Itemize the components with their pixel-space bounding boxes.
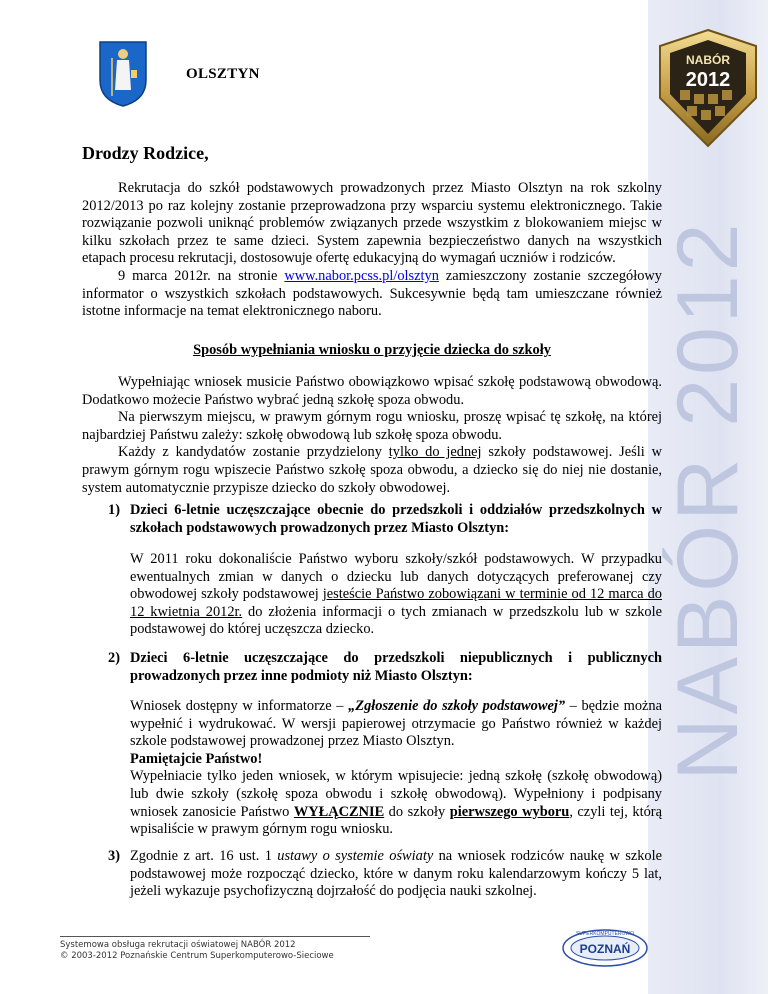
section-p3-underlined: tylko do jednej bbox=[388, 444, 482, 461]
badge-year-text: 2012 bbox=[685, 69, 731, 91]
item-3-text bbox=[130, 848, 662, 901]
poznan-logo bbox=[560, 924, 650, 970]
item-1-title: Dzieci 6-letnie uczęszczające obecnie do przedszkoli i oddziałów przedszkolnych w szkołach podstawowych prowadzonych przez Miasto Olsztyn: bbox=[130, 502, 662, 536]
item-2-paragraph-2 bbox=[130, 768, 662, 838]
item-1-text-b: do złożenia informacji o tych zmianach w przedszkolu lub w szkole podstawowej do której uczęszcza dziecko. bbox=[130, 603, 662, 638]
item-2-text-b: – będzie można wypełnić i wydrukować. W wersji papierowej otrzymacie go Państwo również w każdej szkole podstawowej prowadzonej przez Miasto Olsztyn. bbox=[130, 698, 662, 750]
item-3-act-name: ustawy o systemie oświaty bbox=[277, 848, 434, 864]
item-2-form-name: „Zgłoszenie do szkoły podstawowej” bbox=[348, 698, 566, 714]
item-2-title: Dzieci 6-letnie uczęszczające do przedszkoli niepublicznych i publicznych prowadzonych przez inne podmioty niż Miasto Olsztyn: bbox=[130, 650, 662, 684]
item-1-paragraph bbox=[130, 551, 662, 639]
item-3-text-a: Zgodnie z art. 16 ust. 1 bbox=[130, 848, 278, 864]
item-2-heading bbox=[108, 650, 662, 685]
section-paragraph-3 bbox=[82, 444, 662, 497]
badge-top-text: NABÓR bbox=[686, 53, 730, 67]
item-1-heading bbox=[108, 502, 662, 537]
section-paragraph-2: Na pierwszym miejscu, w prawym górnym rogu wniosku, proszę wpisać tę szkołę, na której najbardziej Państwu zależy: szkołę obwodową lub szkołę spoza obwodu. bbox=[82, 409, 662, 443]
intro-p2-before: 9 marca 2012r. na stronie bbox=[118, 267, 285, 284]
intro-paragraph-2 bbox=[82, 268, 662, 321]
item-2-text-a: Wniosek dostępny w informatorze – bbox=[130, 698, 349, 714]
item-2-exclusively: WYŁĄCZNIE bbox=[293, 803, 385, 820]
item-3-text-b: na wniosek rodziców naukę w szkole podstawowej może rozpocząć dziecko, które w danym roku kalendarzowym kończy 5 lat, jeżeli wykazuje psychofizyczną dojrzałość do podjęcia nauki szkolnej. bbox=[130, 848, 663, 900]
item-2-first-choice: pierwszego wyboru bbox=[449, 803, 570, 820]
item-2-number: 2) bbox=[108, 650, 120, 666]
nabor-2012-badge-logo bbox=[652, 26, 764, 150]
item-2-text-c: Wypełniacie tylko jeden wniosek, w którym wpisujecie: jedną szkołę (szkołę obwodową) lub dwie szkoły (szkołę spoza obwodu i szkołę obwodową). Wypełniony i podpisany wniosek zanosicie Państwo bbox=[130, 768, 662, 820]
logo-main-text: POZNAŃ bbox=[579, 942, 631, 956]
section-title: Sposób wypełniania wniosku o przyjęcie dziecka do szkoły bbox=[193, 342, 551, 358]
intro-paragraph-1: Rekrutacja do szkół podstawowych prowadzonych przez Miasto Olsztyn na rok szkolny 2012/2013 po raz kolejny zostanie przeprowadzona przy wsparciu systemu elektronicznego. Takie rozwiązanie pozwoli uniknąć problemów związanych przede wszystkim z blokowaniem miejsc w kilku szkołach przez te same dzieci. System zapewnia bezpieczeństwo danych na wszystkich etapach procesu rekrutacji, dostosowuje ofertę edukacyjną do wymagań uczniów i rodziców. bbox=[82, 180, 662, 267]
vertical-banner-text: NABÓR 2012 bbox=[660, 219, 756, 781]
item-3-number: 3) bbox=[108, 848, 120, 864]
footer-line-1: Systemowa obsługa rekrutacji oświatowej NABÓR 2012 bbox=[60, 940, 296, 950]
logo-top-text: SUPERKOMPUTEROWO bbox=[575, 931, 635, 937]
vertical-banner bbox=[648, 219, 768, 781]
item-1-underlined: jesteście Państwo zobowiązani w terminie od 12 marca do 12 kwietnia 2012r. bbox=[130, 586, 662, 620]
item-2-remember: Pamiętajcie Państwo! bbox=[130, 750, 263, 767]
item-2-body bbox=[130, 698, 662, 839]
section-text bbox=[82, 374, 662, 497]
section-paragraph-1: Wypełniając wniosek musicie Państwo obowiązkowo wpisać szkołę podstawową obwodową. Dodatkowo możecie Państwo wybrać jedną szkołę spoza obwodu. bbox=[82, 374, 662, 408]
footer bbox=[60, 940, 334, 962]
greeting-heading: Drodzy Rodzice, bbox=[82, 143, 209, 163]
footer-line-2: © 2003-2012 Poznańskie Centrum Superkomputerowo-Sieciowe bbox=[60, 951, 334, 961]
intro-text bbox=[82, 180, 662, 321]
item-3 bbox=[108, 848, 662, 901]
intro-p2-after: zamieszczony zostanie szczegółowy informator o wszystkich szkołach podstawowych. Sukcesywnie będą tam umieszczane również istotne informacje na temat elektronicznego naboru. bbox=[82, 267, 662, 320]
olsztyn-coat-of-arms-icon bbox=[98, 40, 148, 108]
section-p3-before: Każdy z kandydatów zostanie przydzielony bbox=[118, 444, 389, 461]
section-p3-after: szkoły podstawowej. Jeśli w prawym górnym rogu wpiszecie Państwo szkołę spoza obwodu, a dziecko się do niej nie dostanie, system automatycznie przypisze dziecko do szkoły obwodowej. bbox=[82, 444, 662, 496]
item-1-number: 1) bbox=[108, 502, 120, 518]
item-1-body bbox=[130, 551, 662, 639]
city-heading: OLSZTYN bbox=[186, 66, 260, 82]
item-2-text-d: do szkoły bbox=[384, 803, 450, 820]
item-2-paragraph-1 bbox=[130, 698, 662, 751]
item-2-text-e: , czyli tej, którą wpisaliście w prawym górnym rogu wniosku. bbox=[130, 803, 662, 838]
footer-divider bbox=[60, 936, 370, 937]
item-1-text-a: W 2011 roku dokonaliście Państwo wyboru szkoły/szkół podstawowych. W przypadku ewentualnych zmian w danych o dziecku lub danych dotyczących preferowanej czy obwodowej szkoły podstawowej bbox=[130, 551, 662, 603]
nabor-website-link[interactable]: www.nabor.pcss.pl/olsztyn bbox=[284, 267, 439, 284]
